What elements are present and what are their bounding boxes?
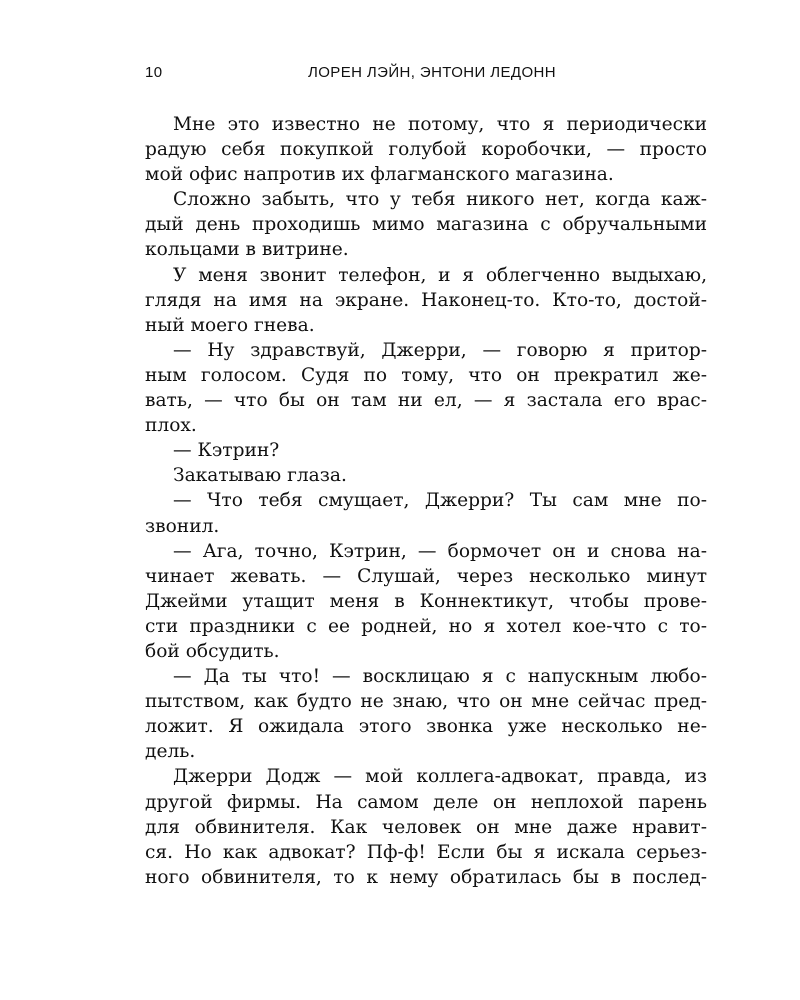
text-line: — Кэтрин?	[173, 440, 280, 462]
page-number: 10	[145, 64, 163, 81]
text-line: для обвинителя. Как человек он мне даже нравит-	[145, 816, 707, 838]
running-header	[145, 64, 707, 88]
text-line: Мне это известно не потому, что я периодически	[173, 114, 707, 135]
text-line: дель.	[145, 741, 196, 763]
text-line: плох.	[145, 415, 197, 437]
text-line: ный моего гнева.	[145, 314, 315, 336]
text-line: ложит. Я ожидала этого звонка уже несколько не-	[145, 716, 707, 738]
text-line: мой офис напротив их флагманского магазина.	[145, 164, 614, 186]
text-line: — Ну здравствуй, Джерри, — говорю я притор-	[173, 339, 707, 361]
text-line: Джейми утащит меня в Коннектикут, чтобы прове-	[145, 590, 707, 612]
header-authors: ЛОРЕН ЛЭЙН, ЭНТОНИ ЛЕДОНН	[308, 64, 556, 81]
text-line: дый день проходишь мимо магазина с обручальными	[145, 214, 707, 236]
text-line: звонил.	[145, 515, 220, 537]
text-line: Закатываю глаза.	[173, 465, 347, 487]
text-line: — Да ты что! — восклицаю я с напускным любо-	[173, 666, 707, 688]
text-line: — Ага, точно, Кэтрин, — бормочет он и снова на-	[173, 540, 707, 562]
text-line: бой обсудить.	[145, 640, 280, 662]
body-text	[145, 112, 707, 890]
text-line: — Что тебя смущает, Джерри? Ты сам мне по-	[173, 490, 707, 512]
text-line: вать, — что бы он там ни ел, — я застала его врас-	[145, 390, 707, 412]
text-line: другой фирмы. На самом деле он неплохой парень	[145, 791, 707, 813]
text-line: глядя на имя на экране. Наконец-то. Кто-то, достой-	[145, 289, 707, 311]
text-line: радую себя покупкой голубой коробочки, — просто	[145, 139, 707, 161]
text-line: чинает жевать. — Слушай, через несколько минут	[145, 565, 707, 587]
text-line: сти праздники с ее родней, но я хотел кое-что с то-	[145, 615, 707, 637]
text-line: кольцами в витрине.	[145, 239, 349, 261]
text-line: ся. Но как адвокат? Пф-ф! Если бы я искала серьез-	[145, 841, 707, 863]
text-line: У меня звонит телефон, и я облегченно выдыхаю,	[173, 264, 707, 286]
text-line: Джерри Додж — мой коллега-адвокат, правда, из	[173, 766, 707, 788]
text-line: пытством, как будто не знаю, что он мне сейчас пред-	[145, 691, 707, 713]
text-line: ного обвинителя, то к нему обратилась бы в послед-	[145, 866, 707, 888]
text-line: ным голосом. Судя по тому, что он прекратил же-	[145, 364, 707, 386]
text-line: Сложно забыть, что у тебя никого нет, когда каж-	[173, 189, 707, 211]
